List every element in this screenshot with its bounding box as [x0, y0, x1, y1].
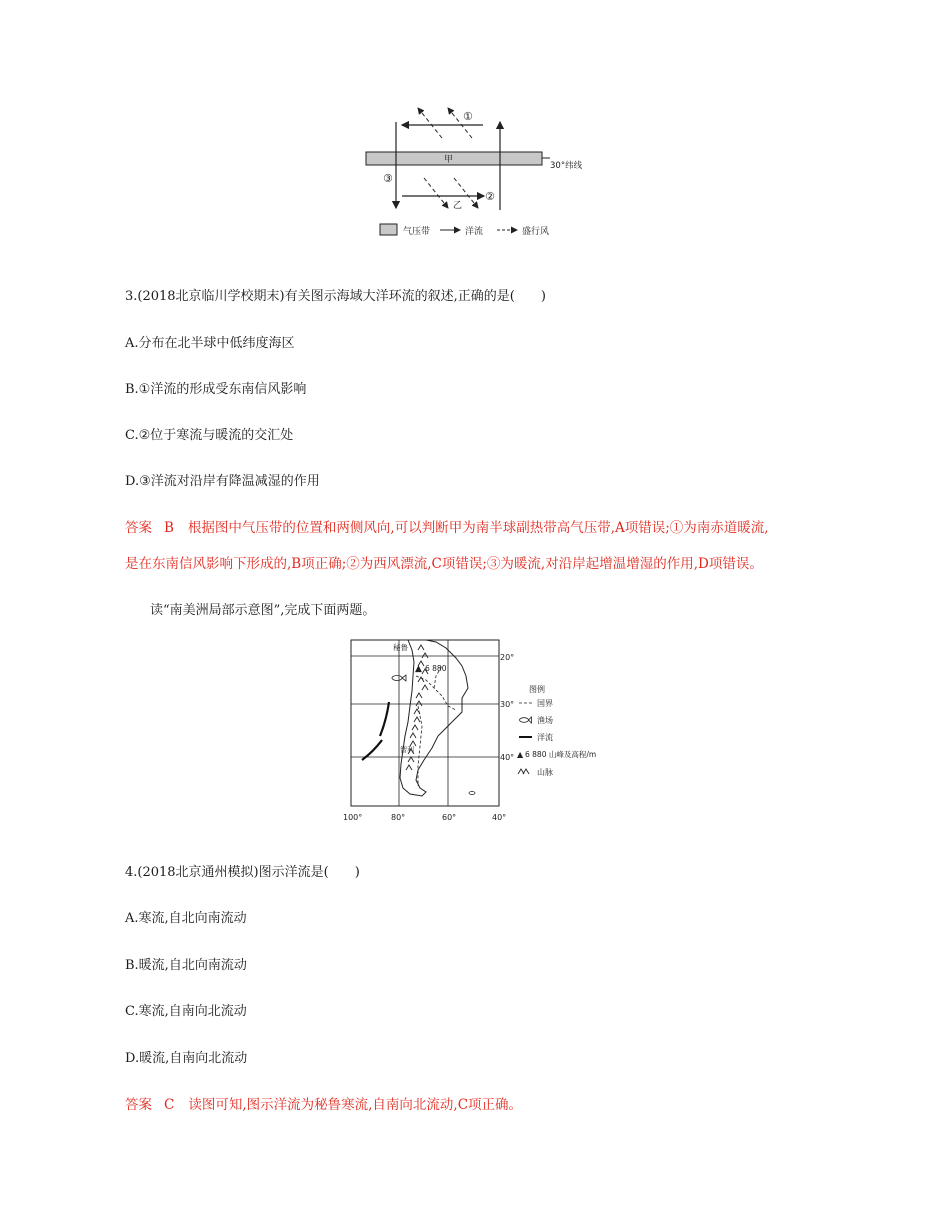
question-4-option-c: C.寒流,自南向北流动	[125, 1004, 247, 1019]
legend-pressure-swatch	[380, 224, 397, 235]
label-jia: 甲	[444, 155, 454, 165]
legend-fishery-label: 渔场	[537, 716, 553, 725]
figure-pressure-belt-diagram	[360, 100, 600, 245]
lat-label-20: 20°	[500, 653, 515, 662]
legend-border-label: 国界	[537, 699, 553, 708]
map-city-label: 智利	[400, 746, 414, 754]
label-circle-2: ②	[485, 190, 495, 203]
legend-peak-label: 6 880 山峰及高程/m	[525, 750, 597, 759]
reading-intro: 读“南美洲局部示意图”,完成下面两题。	[150, 603, 376, 618]
answer-label: 答案	[125, 520, 152, 536]
answer-explanation: 读图可知,图示洋流为秘鲁寒流,自南向北流动,C项正确。	[188, 1097, 523, 1113]
question-3-option-b: B.①洋流的形成受东南信风影响	[125, 382, 307, 397]
country-border	[416, 676, 456, 710]
wind-arrow	[424, 178, 448, 208]
label-30-latitude: 30°纬线	[550, 161, 583, 171]
question-3-option-d: D.③洋流对沿岸有降温减湿的作用	[125, 474, 320, 489]
lon-label-80: 80°	[391, 813, 406, 822]
question-4-option-a: A.寒流,自北向南流动	[125, 911, 247, 926]
lon-label-60: 60°	[442, 813, 457, 822]
answer-explanation: 根据图中气压带的位置和两侧风向,可以判断甲为南半球副热带高气压带,A项错误;①为南赤道暖流,	[187, 520, 769, 536]
lat-label-40: 40°	[500, 753, 515, 762]
lat-label-30: 30°	[500, 700, 515, 709]
south-america-map	[338, 636, 618, 826]
country-border	[418, 706, 422, 786]
question-4-stem: 4.(2018北京通州模拟)图示洋流是( )	[125, 865, 360, 880]
question-3-option-a: A.分布在北半球中低纬度海区	[125, 336, 295, 351]
pressure-belt-jia	[366, 152, 542, 165]
ocean-current-line	[380, 702, 389, 736]
answer-letter: B	[164, 520, 174, 536]
wind-arrow	[418, 108, 442, 138]
answer-label: 答案	[125, 1097, 152, 1113]
question-4-option-d: D.暖流,自南向北流动	[125, 1051, 248, 1066]
label-yi: 乙	[453, 201, 463, 211]
label-circle-1: ①	[463, 110, 473, 123]
legend-peak-icon: ▲	[517, 750, 524, 759]
question-3-answer-line2: 是在东南信风影响下形成的,B项正确;②为西风漂流,C项错误;③为暖流,对沿岸起增温增湿的作用,D项错误。	[125, 556, 763, 572]
question-4-answer	[125, 1093, 522, 1113]
question-3-stem: 3.(2018北京临川学校期末)有关图示海域大洋环流的叙述,正确的是( )	[125, 289, 546, 304]
legend-mountain-label: 山脉	[537, 768, 553, 777]
question-3-answer-line1	[125, 516, 769, 536]
legend-pressure-label: 气压带	[403, 227, 431, 237]
question-3-option-c: C.②位于寒流与暖流的交汇处	[125, 428, 294, 443]
legend-title: 图例	[529, 685, 545, 694]
legend-wind-label: 盛行风	[522, 227, 550, 237]
answer-letter: C	[164, 1097, 175, 1113]
peak-icon: ▲	[415, 664, 422, 674]
label-circle-3: ③	[383, 172, 393, 185]
map-country-label: 秘鲁	[393, 643, 408, 652]
question-4-option-b: B.暖流,自北向南流动	[125, 958, 247, 973]
island	[469, 792, 475, 795]
legend-current-label: 洋流	[465, 227, 484, 237]
legend-current-label: 洋流	[537, 733, 553, 742]
peak-value: 6 880	[425, 664, 447, 673]
lon-label-40: 40°	[492, 813, 507, 822]
lon-label-100: 100°	[343, 813, 363, 822]
